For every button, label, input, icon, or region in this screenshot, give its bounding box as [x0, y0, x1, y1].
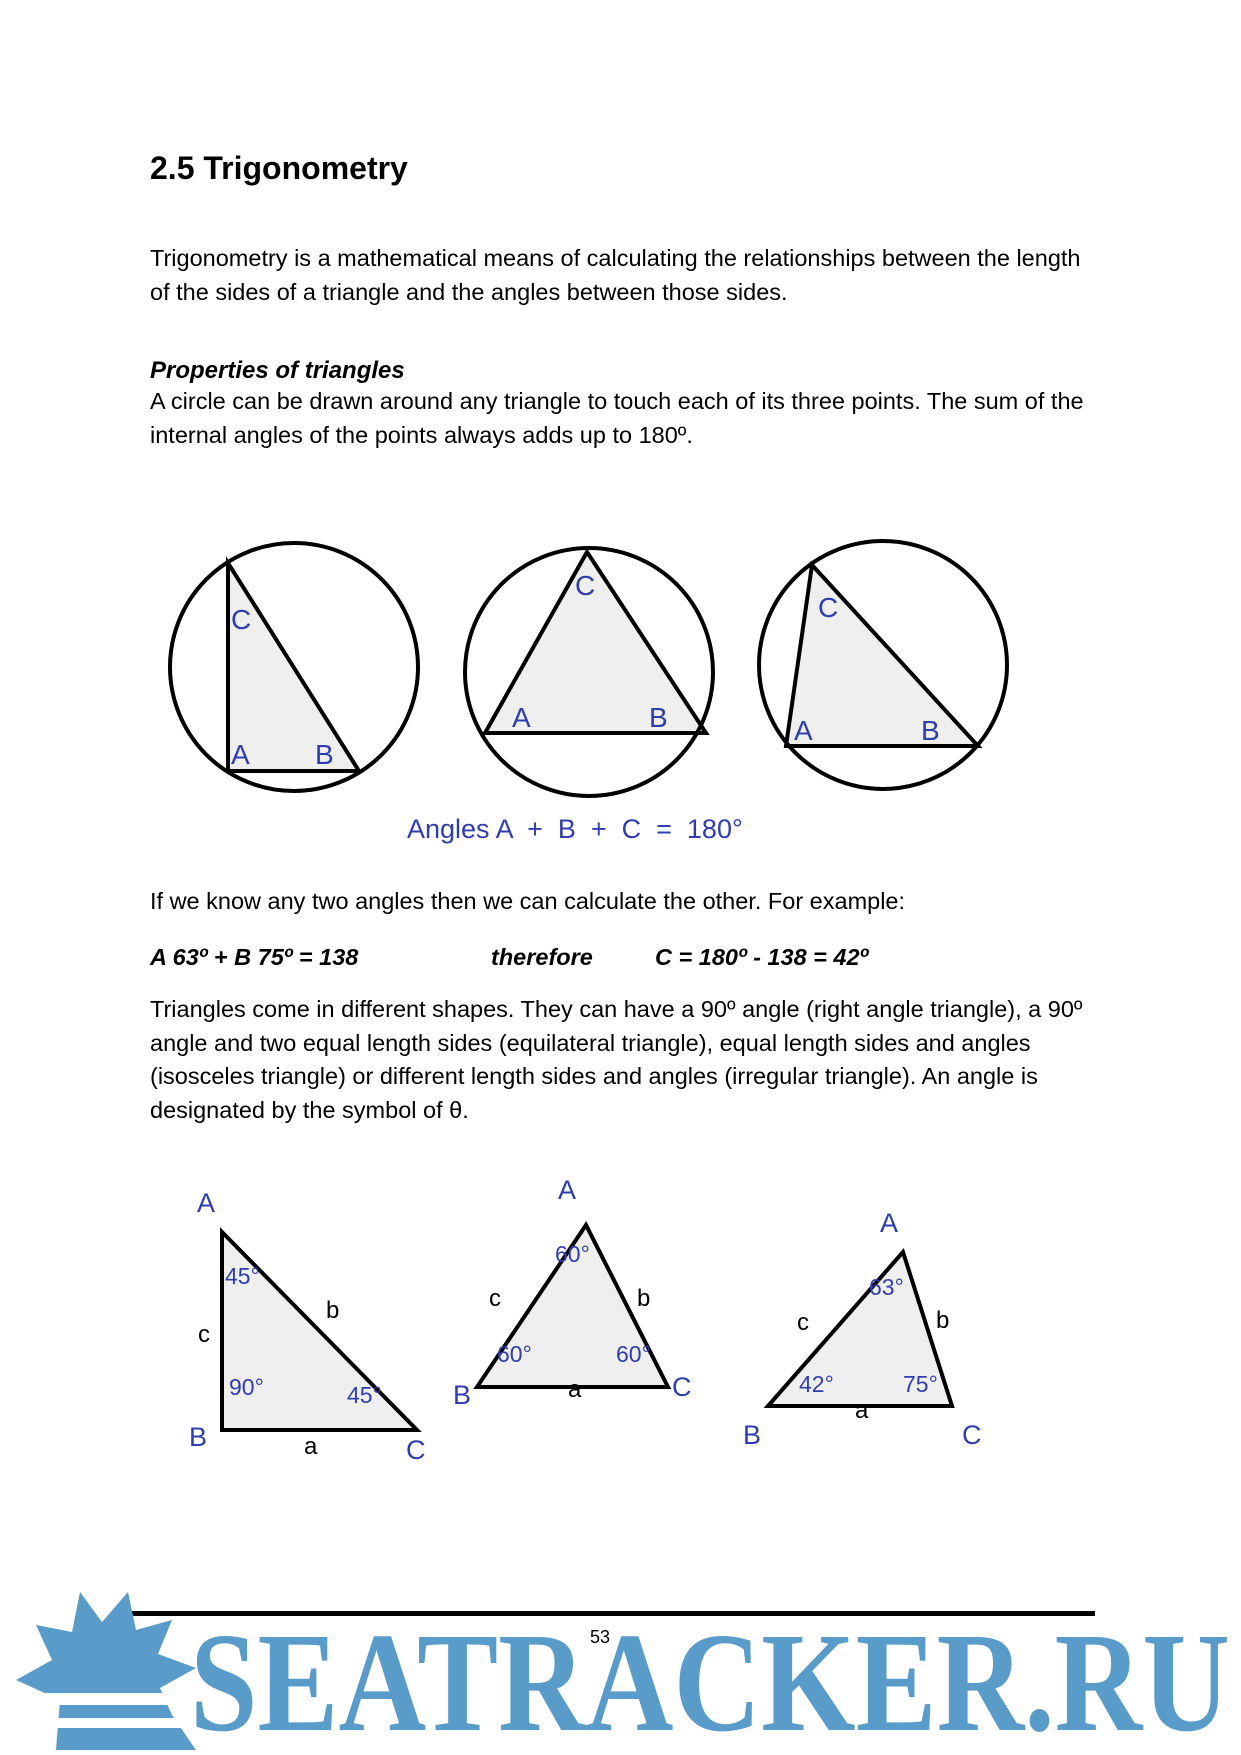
label-c: C — [575, 570, 596, 601]
vertex-label-a: A — [197, 1188, 216, 1218]
side-label-b: b — [326, 1297, 340, 1324]
side-label-c: c — [198, 1321, 210, 1348]
vertex-label-a: A — [558, 1175, 577, 1205]
side-label-a: a — [568, 1376, 582, 1403]
properties-heading: Properties of triangles — [150, 357, 405, 384]
side-label-c: c — [489, 1285, 501, 1312]
vertex-label-b: B — [453, 1380, 472, 1410]
example-result: C = 180º - 138 = 42º — [655, 944, 869, 970]
intro-paragraph: Trigonometry is a mathematical means of calculating the relationships between the length of the sides of a triangle and the angles between those sides. — [150, 245, 1081, 305]
angle-label: 60° — [497, 1341, 532, 1367]
side-label-a: a — [855, 1397, 869, 1424]
page-number: 53 — [590, 1627, 611, 1647]
angle-label: 60° — [616, 1341, 651, 1367]
angle-label: 90° — [229, 1374, 264, 1400]
properties-paragraph: A circle can be drawn around any triangle to touch each of its three points. The sum of the internal angles of the points always adds up to 180º. — [150, 388, 1084, 448]
triangle-shapes-paragraph: Triangles come in different shapes. They can have a 90º angle (right angle triangle), a 90º angle and two equal length sides (equilateral triangle), equal length sides and angles (isosceles triangle) or different length sides and angles (irregular triangle). An angle is designated by the symbol of θ. — [150, 996, 1083, 1123]
page-title: 2.5 Trigonometry — [150, 150, 408, 186]
example-therefore: therefore — [491, 944, 593, 970]
side-label-b: b — [936, 1307, 950, 1334]
calculation-intro: If we know any two angles then we can calculate the other. For example: — [150, 888, 906, 914]
side-label-a: a — [304, 1433, 318, 1460]
side-label-b: b — [637, 1285, 651, 1312]
angle-label: 45° — [225, 1263, 260, 1289]
angles-sum-caption: Angles A + B + C = 180° — [407, 814, 743, 844]
irregular-triangle-in-circle — [786, 565, 978, 746]
label-c: C — [231, 604, 252, 635]
sun-logo — [0, 1592, 220, 1750]
angle-label: 60° — [555, 1241, 590, 1267]
angle-label: 63° — [869, 1274, 904, 1300]
watermark — [0, 1565, 1241, 1755]
angle-label: 45° — [347, 1382, 382, 1408]
watermark-text: SEATRACKER.RU — [190, 1603, 1230, 1755]
example-sum: A 63º + B 75º = 138 — [150, 944, 359, 970]
label-b: B — [315, 739, 334, 770]
label-b: B — [649, 702, 668, 733]
vertex-label-b: B — [743, 1420, 762, 1450]
right-angle-triangle — [222, 1232, 417, 1430]
vertex-label-c: C — [672, 1372, 692, 1402]
label-b: B — [921, 715, 940, 746]
vertex-label-b: B — [189, 1422, 208, 1452]
label-c: C — [818, 592, 839, 623]
label-a: A — [794, 715, 813, 746]
side-label-c: c — [797, 1309, 809, 1336]
label-a: A — [231, 739, 250, 770]
circumscribed-triangles-figure — [0, 520, 1241, 850]
label-a: A — [512, 702, 531, 733]
triangle-types-figure — [0, 1160, 1241, 1480]
vertex-label-c: C — [962, 1420, 982, 1450]
vertex-label-c: C — [406, 1435, 426, 1465]
angle-label: 75° — [903, 1371, 938, 1397]
vertex-label-a: A — [880, 1208, 899, 1238]
angle-label: 42° — [799, 1371, 834, 1397]
